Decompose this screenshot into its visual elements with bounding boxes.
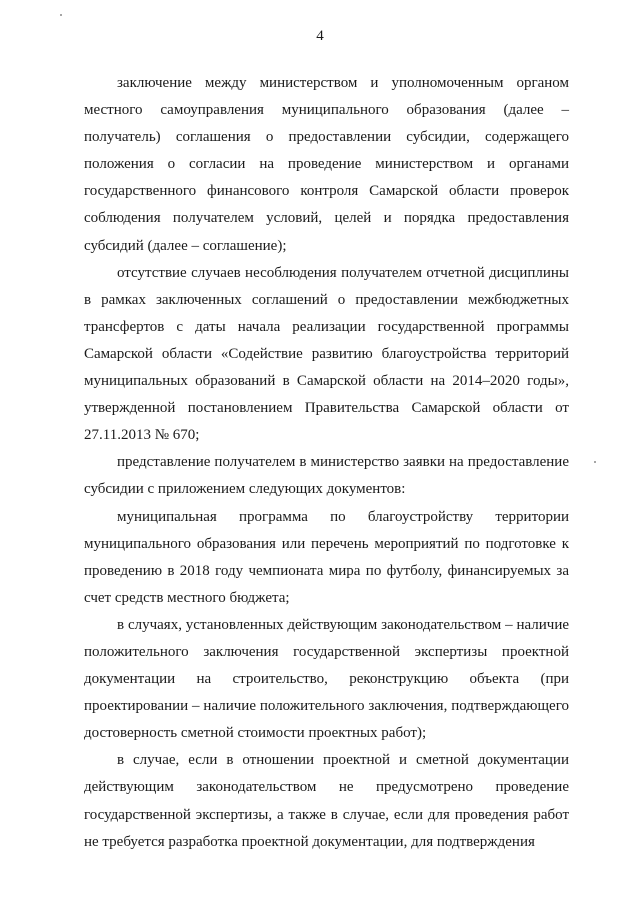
paragraph-municipal-program: муниципальная программа по благоустройству территории муниципального образования или перечень мероприятий по подготовке к проведению в 2018 году чемпионата мира по футболу, финансируемых за счет средств местного бюджета; <box>84 508 569 606</box>
document-body <box>84 70 569 856</box>
paragraph-no-expertise: в случае, если в отношении проектной и сметной документации действующим законодательством не предусмотрено проведение государственной экспертизы, а также в случае, если для проведения работ не требуется разработка проектной документации, для подтверждения <box>84 752 569 850</box>
paragraph-agreement: заключение между министерством и уполномоченным органом местного самоуправления муниципального образования (далее – получатель) соглашения о предоставлении субсидии, содержащего положения о согласии на проведение министерством и органами государственного финансового контроля Самарской области проверок соблюдения получателем условий, целей и порядка предоставления субсидий (далее – соглашение); <box>84 75 569 254</box>
scan-speck <box>60 14 62 16</box>
paragraph-state-expertise: в случаях, установленных действующим законодательством – наличие положительного заключения государственной экспертизы проектной документации на строительство, реконструкцию объекта (при проектировании – наличие положительного заключения, подтверждающего достоверность сметной стоимости проектных работ); <box>84 616 569 742</box>
scan-speck <box>594 461 596 463</box>
paragraph-reporting-discipline: отсутствие случаев несоблюдения получателем отчетной дисциплины в рамках заключенных соглашений о предоставлении межбюджетных трансфертов с даты начала реализации государственной программы Самарской области «Содействие развитию благоустройства территорий муниципальных образований в Самарской области на 2014–2020 годы», утвержденной постановлением Правительства Самарской области от 27.11.2013 № 670; <box>84 264 569 444</box>
page-number: 4 <box>316 28 324 44</box>
paragraph-application: представление получателем в министерство заявки на предоставление субсидии с приложением следующих документов: <box>84 454 569 498</box>
